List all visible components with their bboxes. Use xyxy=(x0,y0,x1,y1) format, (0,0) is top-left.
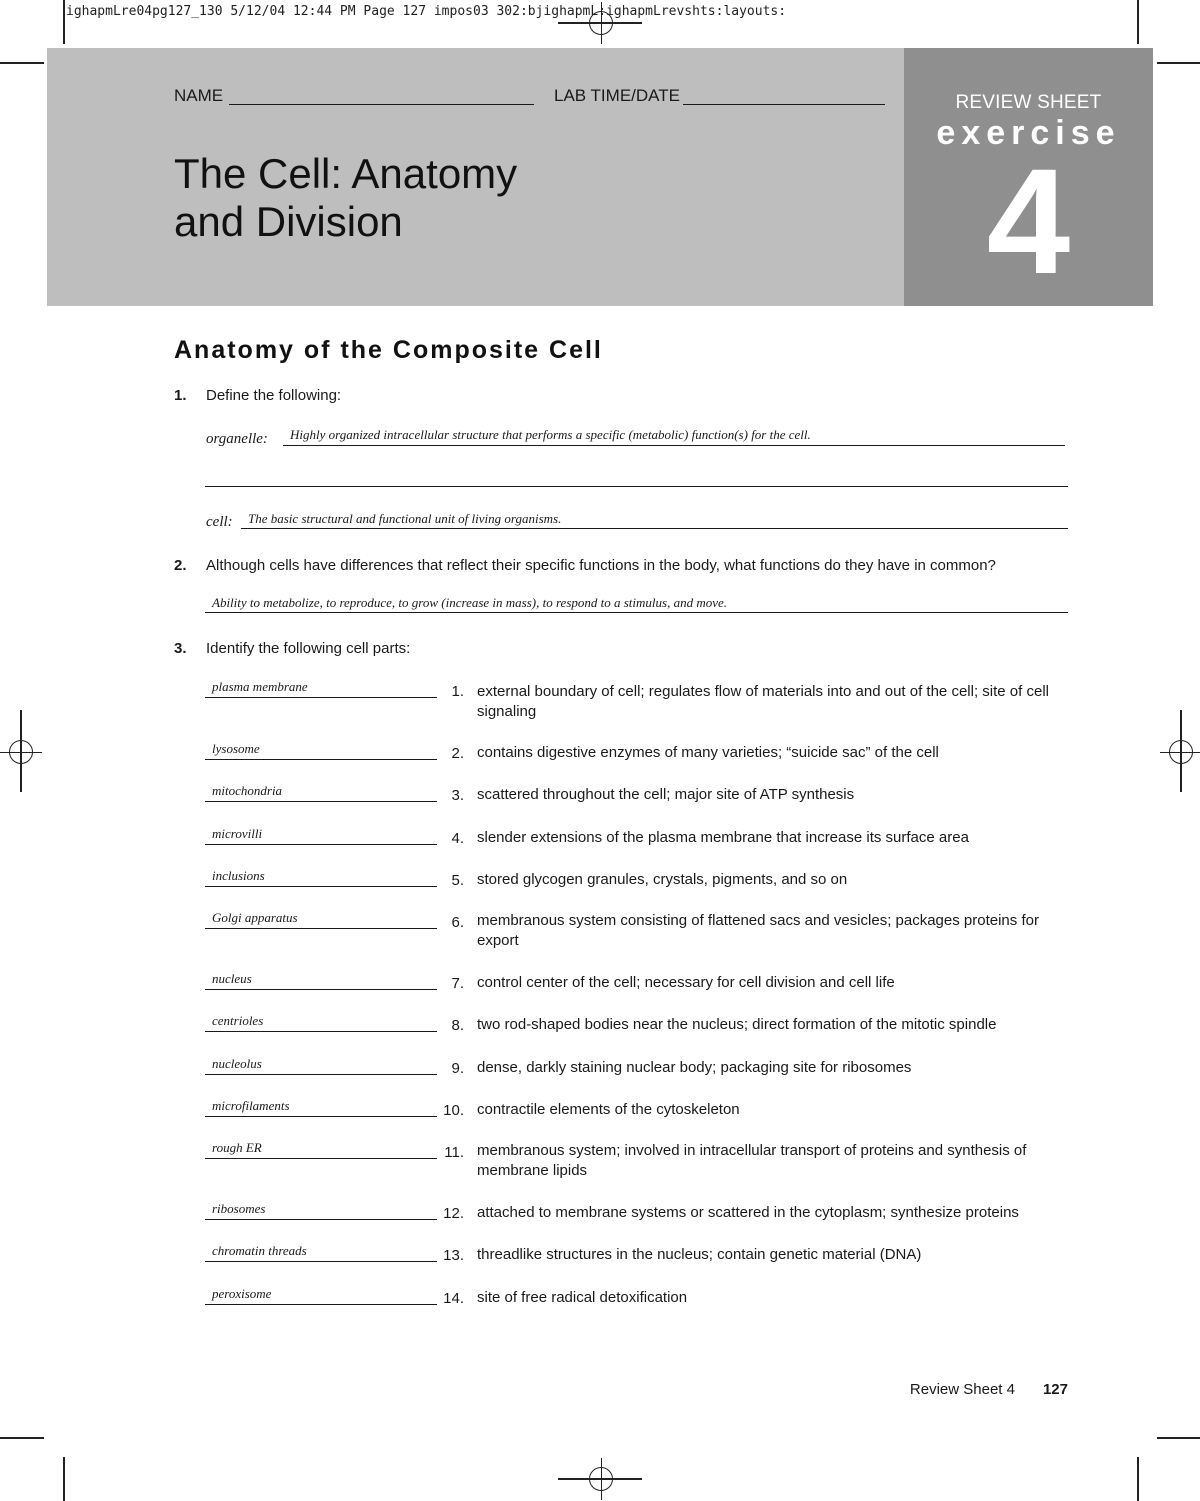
cell-part-answer[interactable]: Golgi apparatus xyxy=(205,910,437,929)
cell-part-answer[interactable]: chromatin threads xyxy=(205,1243,437,1262)
exercise-number: 4 xyxy=(986,137,1071,305)
cell-part-answer[interactable]: microvilli xyxy=(205,826,437,845)
question-2-prompt: Although cells have differences that reflect their specific functions in the body, what functions do they have in common? xyxy=(206,557,996,574)
cell-label: cell: xyxy=(206,514,233,530)
crop-mark xyxy=(1137,0,1139,44)
page-title xyxy=(174,150,517,246)
question-1-prompt: Define the following: xyxy=(206,387,342,404)
cell-part-description: membranous system consisting of flattened sacs and vesicles; packages proteins for export xyxy=(477,912,1039,949)
lab-time-label: LAB TIME/DATE xyxy=(554,86,680,105)
organelle-answer-line[interactable] xyxy=(283,445,1065,446)
cell-part-description: threadlike structures in the nucleus; contain genetic material (DNA) xyxy=(477,1246,922,1263)
organelle-answer: Highly organized intracellular structure that performs a specific (metabolic) function(s) for the cell. xyxy=(290,427,811,442)
cell-part-number: 6. xyxy=(451,914,464,931)
cell-part-number: 5. xyxy=(451,872,464,889)
crop-mark xyxy=(1157,62,1200,64)
cell-part-answer[interactable]: centrioles xyxy=(205,1013,437,1032)
question-2-number: 2. xyxy=(174,557,187,574)
cell-part-description: site of free radical detoxification xyxy=(477,1289,688,1306)
title-line-2: and Division xyxy=(174,198,403,245)
cell-part-description: two rod-shaped bodies near the nucleus; direct formation of the mitotic spindle xyxy=(477,1016,997,1033)
cell-part-number: 7. xyxy=(451,975,464,992)
review-sheet-label: REVIEW SHEET xyxy=(955,92,1102,113)
name-field[interactable] xyxy=(229,104,534,105)
title-line-1: The Cell: Anatomy xyxy=(174,150,518,197)
question-1-number: 1. xyxy=(174,387,187,404)
question-2-answer-line[interactable] xyxy=(205,612,1068,613)
cell-part-description: dense, darkly staining nuclear body; packaging site for ribosomes xyxy=(477,1059,912,1076)
registration-mark-icon xyxy=(589,1467,613,1491)
cell-part-number: 13. xyxy=(443,1247,464,1264)
cell-part-number: 1. xyxy=(451,683,464,700)
cell-part-description: scattered throughout the cell; major site of ATP synthesis xyxy=(477,786,855,803)
name-label: NAME xyxy=(174,86,224,105)
cell-part-answer[interactable]: microfilaments xyxy=(205,1098,437,1117)
page-number: 127 xyxy=(1042,1381,1068,1398)
exercise-label: exercise xyxy=(936,114,1121,152)
registration-mark-icon xyxy=(1169,740,1193,764)
cell-answer-line[interactable] xyxy=(241,528,1068,529)
cell-part-number: 11. xyxy=(444,1144,464,1161)
cell-part-number: 4. xyxy=(451,830,464,847)
cell-part-answer[interactable]: plasma membrane xyxy=(205,679,437,698)
cell-part-number: 9. xyxy=(451,1060,464,1077)
cell-part-answer[interactable]: lysosome xyxy=(205,741,437,760)
cell-part-description: contractile elements of the cytoskeleton xyxy=(477,1101,740,1118)
cell-part-number: 8. xyxy=(451,1017,464,1034)
cell-part-description: contains digestive enzymes of many varieties; “suicide sac” of the cell xyxy=(477,744,939,761)
exercise-badge xyxy=(904,48,1153,306)
cell-part-answer[interactable]: nucleus xyxy=(205,971,437,990)
cell-part-answer[interactable]: rough ER xyxy=(205,1140,437,1159)
crop-mark xyxy=(1137,1457,1139,1501)
organelle-label: organelle: xyxy=(206,431,268,447)
cell-part-answer[interactable]: peroxisome xyxy=(205,1286,437,1305)
cell-part-number: 12. xyxy=(443,1205,464,1222)
cell-part-number: 2. xyxy=(451,745,464,762)
cell-part-number: 3. xyxy=(451,787,464,804)
printer-slug: ighapmLre04pg127_130 5/12/04 12:44 PM Page 127 impos03 302:bjighapmL:ighapmLrevshts:layouts: xyxy=(66,4,787,19)
crop-mark xyxy=(0,1437,44,1439)
question-2-answer: Ability to metabolize, to reproduce, to grow (increase in mass), to respond to a stimulus, and move. xyxy=(212,595,728,610)
cell-part-description: membranous system; involved in intracellular transport of proteins and synthesis of membrane lipids xyxy=(477,1142,1027,1179)
crop-mark xyxy=(1157,1437,1200,1439)
cell-part-answer[interactable]: inclusions xyxy=(205,868,437,887)
cell-part-description: control center of the cell; necessary for cell division and cell life xyxy=(477,974,895,991)
organelle-answer-line-2[interactable] xyxy=(205,486,1068,487)
crop-mark xyxy=(63,1457,65,1501)
cell-part-answer[interactable]: mitochondria xyxy=(205,783,437,802)
lab-time-field[interactable] xyxy=(683,104,885,105)
cell-part-answer[interactable]: ribosomes xyxy=(205,1201,437,1220)
cell-part-description: slender extensions of the plasma membrane that increase its surface area xyxy=(477,829,969,846)
crop-mark xyxy=(63,0,65,44)
footer-label: Review Sheet 4 xyxy=(909,1381,1015,1398)
question-3-number: 3. xyxy=(174,640,187,657)
section-title: Anatomy of the Composite Cell xyxy=(174,336,603,364)
question-3-prompt: Identify the following cell parts: xyxy=(206,640,411,657)
cell-part-description: external boundary of cell; regulates flow of materials into and out of the cell; site of cell signaling xyxy=(477,683,1049,720)
page-footer xyxy=(0,1381,1068,1398)
cell-answer: The basic structural and functional unit of living organisms. xyxy=(248,511,562,526)
registration-mark-icon xyxy=(9,740,33,764)
crop-mark xyxy=(0,62,44,64)
cell-part-number: 14. xyxy=(443,1290,464,1307)
cell-part-description: attached to membrane systems or scattered in the cytoplasm; synthesize proteins xyxy=(477,1204,1019,1221)
cell-part-answer[interactable]: nucleolus xyxy=(205,1056,437,1075)
registration-mark-icon xyxy=(589,11,613,35)
cell-part-number: 10. xyxy=(443,1102,464,1119)
cell-part-description: stored glycogen granules, crystals, pigments, and so on xyxy=(477,871,848,888)
